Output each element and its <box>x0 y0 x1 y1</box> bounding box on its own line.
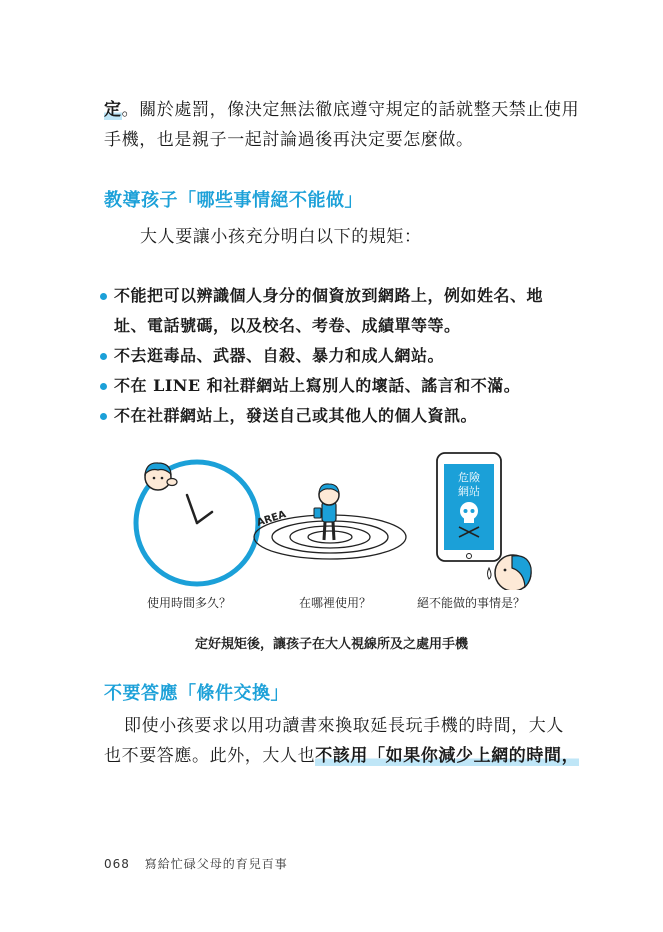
rule-item: 不在社群網站上，發送自己或其他人的個人資訊。 <box>100 401 570 431</box>
bargain-line-2: 也不要答應。此外，大人也不該用「如果你減少上網的時間， <box>104 746 580 766</box>
caption-forbidden-things: 絕不能做的事情是？ <box>417 596 526 610</box>
illustration-caption: 定好規矩後，讓孩子在大人視線所及之處用手機 <box>194 637 468 652</box>
intro-paragraph <box>104 95 580 155</box>
rules-lead: 大人要讓小孩充分明白以下的規矩： <box>140 227 422 247</box>
bullet-dot-icon <box>100 293 107 300</box>
rules-illustration <box>0 440 663 590</box>
intro-emphasis: 定 <box>104 100 122 120</box>
caption-usage-place: 在哪裡使用？ <box>299 596 372 610</box>
page-footer <box>104 855 288 872</box>
intro-line-1: 定。關於處罰，像決定無法徹底遵守規定的話就整天禁止使用 <box>104 100 580 120</box>
intro-line-2: 手機，也是親子一起討論過後再決定要怎麼做。 <box>104 130 474 150</box>
rule-item: 不在 LINE 和社群網站上寫別人的壞話、謠言和不滿。 <box>100 371 570 401</box>
caption-usage-time: 使用時間多久？ <box>147 596 232 610</box>
rule-item: 不去逛毒品、武器、自殺、暴力和成人網站。 <box>100 341 570 371</box>
book-title: 寫給忙碌父母的育兒百事 <box>144 857 288 871</box>
section-heading-no-bargain: 不要答應「條件交換」 <box>104 683 289 704</box>
phone-warning-line-2: 網站 <box>458 485 480 498</box>
rule-item: 不能把可以辨識個人身分的個資放到網路上，例如姓名、地 址、電話號碼，以及校名、考卷、成績單等等。 <box>100 281 570 341</box>
bullet-dot-icon <box>100 413 107 420</box>
area-label: AREA <box>255 509 288 529</box>
section-heading-rules: 教導孩子「哪些事情絕不能做」 <box>104 190 363 211</box>
bargain-paragraph <box>104 711 580 771</box>
bullet-dot-icon <box>100 353 107 360</box>
bargain-emphasis: 不該用「如果你減少上網的時間， <box>315 746 580 766</box>
bargain-line-1: 即使小孩要求以用功讀書來換取延長玩手機的時間，大人 <box>124 716 564 736</box>
bullet-dot-icon <box>100 383 107 390</box>
page-number: 068 <box>104 857 130 871</box>
phone-warning-line-1: 危險 <box>458 471 480 484</box>
rules-list <box>100 281 570 431</box>
